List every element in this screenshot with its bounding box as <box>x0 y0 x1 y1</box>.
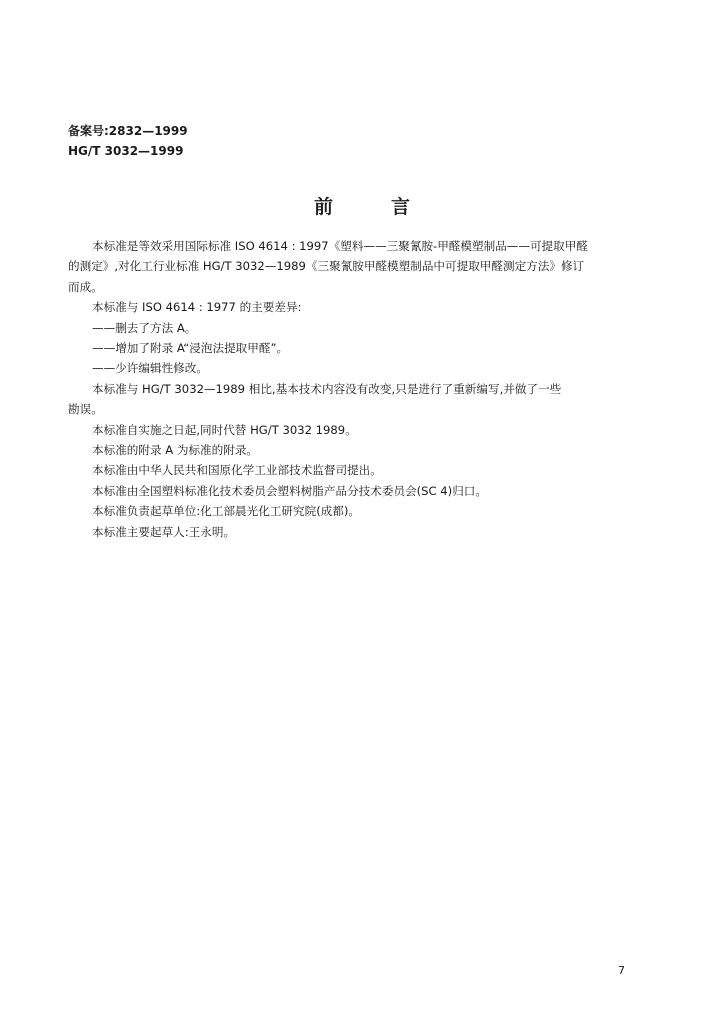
paragraph-differences: 本标准与 ISO 4614 : 1977 的主要差异: <box>92 300 302 315</box>
paragraph-committee: 本标准由全国塑料标准化技术委员会塑料树脂产品分技术委员会(SC 4)归口。 <box>92 483 487 498</box>
paragraph-line: 的测定》,对化工行业标准 HG/T 3032—1989《三聚氰胺甲醛模塑制品中可提取甲醛测定方法》修订 <box>68 259 585 274</box>
paragraph-intro <box>68 236 636 297</box>
record-number: 备案号:2832—1999 <box>68 124 188 138</box>
page-number: 7 <box>618 964 625 977</box>
paragraph-proposer: 本标准由中华人民共和国原化学工业部技术监督司提出。 <box>92 463 382 478</box>
paragraph-line: 本标准与 HG/T 3032—1989 相比,基本技术内容没有改变,只是进行了重新编写,并做了一些 <box>92 381 562 396</box>
difference-item: ——少许编辑性修改。 <box>92 361 208 376</box>
document-header <box>68 121 188 161</box>
paragraph-line: 勘误。 <box>68 402 103 417</box>
paragraph-line: 而成。 <box>68 279 103 294</box>
standard-code: HG/T 3032—1999 <box>68 144 184 158</box>
paragraph-replacement: 本标准自实施之日起,同时代替 HG/T 3032 1989。 <box>92 422 357 437</box>
difference-item: ——增加了附录 A“浸泡法提取甲醛”。 <box>92 341 289 356</box>
paragraph-appendix: 本标准的附录 A 为标准的附录。 <box>92 443 259 458</box>
paragraph-drafting-unit: 本标准负责起草单位:化工部晨光化工研究院(成都)。 <box>92 504 361 519</box>
paragraph-line: 本标准是等效采用国际标准 ISO 4614 : 1997《塑料——三聚氰胺-甲醛模塑制品——可提取甲醛 <box>92 239 588 253</box>
page-title: 前言 <box>313 196 468 218</box>
paragraph-comparison <box>68 379 636 420</box>
paragraph-drafter: 本标准主要起草人:王永明。 <box>92 524 236 539</box>
difference-item: ——删去了方法 A。 <box>92 320 197 335</box>
foreword-body <box>68 236 636 542</box>
